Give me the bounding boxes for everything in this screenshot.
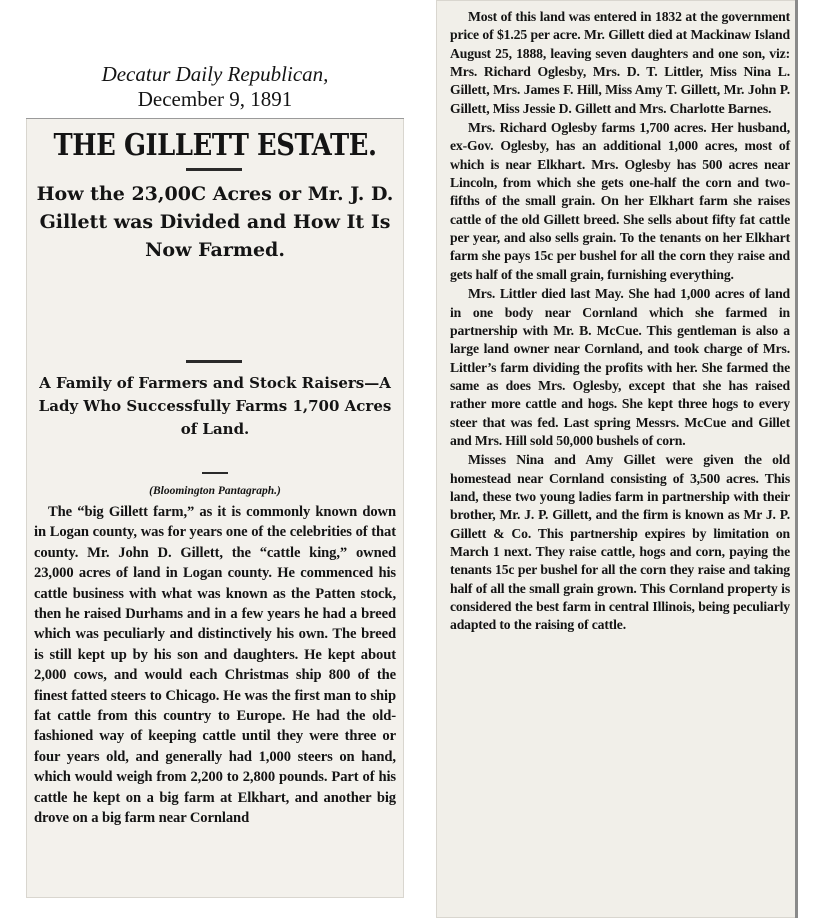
article-paragraph-3: Mrs. Richard Oglesby farms 1,700 acres. Her husband, ex-Gov. Oglesby, has an additional 1,000 acres, most of which is near Elkhart. Mrs. Oglesby has 500 acres near Lincoln, from which she gets one-half the corn and two-fifths of the small grain. On her Elkhart farm she raises cattle of the old Gillett breed. She sells about fifty fat cattle per year, and also sells grain. To the tenants on her Elkhart farm she pays 15c per bushel for all the corn they raise and gets half of the small grain, furnishing everything. [450,120,790,282]
article-paragraph-2: Most of this land was entered in 1832 at the government price of $1.25 per acre. Mr. Gillett died at Mackinaw Island August 25, 1888, leaving seven daughters and one son, viz: Mrs. Richard Oglesby, Mrs. D. T. Littler, Miss Nina L. Gillett, Mrs. James F. Hill, Miss Amy T. Gillett, Mr. John P. Gillett, Miss Jessie D. Gillett and Mrs. Charlotte Barnes. [450,9,790,116]
article-deck-secondary: A Family of Farmers and Stock Raisers—A Lady Who Successfully Farms 1,700 Acres of Land. [38,374,392,438]
publication-date: December 9, 1891 [137,87,293,111]
article-credit: (Bloomington Pantagraph.) [149,485,281,497]
headline-divider [186,168,242,171]
left-column-clipping [26,60,404,898]
caption-divider [26,118,404,119]
article-deck-primary: How the 23,00C Acres or Mr. J. D. Gillett was Divided and How It Is Now Farmed. [36,183,394,261]
article-paragraph-5: Misses Nina and Amy Gillet were given the old homestead near Cornland consisting of 3,500 acres. This land, these two young ladies farm in partnership with their brother, Mr. J. P. Gillett, and the firm is known as Mr J. P. Gillett & Co. This partnership expires by limitation on March 1 next. They raise cattle, hogs and corn, paying the tenants 15c per bushel for all the corn they raise and taking half of all the small grain grown. This Cornland property is considered the best farm in central Illinois, being peculiarly adapted to the raising of cattle. [450,452,790,633]
article-headline: THE GILLETT ESTATE. [53,128,377,163]
clipping-caption [26,60,404,118]
article-paragraph-1: The “big Gillett farm,” as it is commonly known down in Logan county, was for years one of the celebrities of that county. Mr. John D. Gillett, the “cattle king,” owned 23,000 acres of land in Logan county. He commenced his cattle business with what was known as the Patten stock, then he raised Durhams and in a few years he had a breed which was peculiarly and distinctively his own. The breed is still kept up by his son and daughters. He kept about 2,000 cows, and would each Christmas ship 800 of the finest fatted steers to Chicago. He was the first man to ship fat cattle from this country to Europe. He had the old-fashioned way of keeping cattle until they were three or four years old, and generally had 1,000 steers on hand, which would weigh from 2,200 to 2,800 pounds. Part of his cattle he kept on a big farm at Elkhart, and another big drove on a big farm near Cornland [34,504,396,827]
credit-divider [202,472,228,474]
publication-name: Decatur Daily Republican, [101,62,329,86]
column-edge-shadow [795,0,798,918]
right-column-text [450,8,790,635]
article-paragraph-4: Mrs. Littler died last May. She had 1,000 acres of land in one body near Cornland which she farmed in partnership with Mr. B. McCue. This gentleman is also a large land owner near Cornland, and took charge of Mrs. Littler’s farm dividing the profits with her. She farmed the same as does Mrs. Oglesby, except that she has raised rather more cattle and hogs. She kept three hogs to every steer that was fed. Last spring Messrs. McCue and Gillet and Mrs. Hill sold 50,000 bushels of corn. [450,286,790,448]
deck-divider [186,360,242,363]
right-column-clipping [436,0,798,918]
